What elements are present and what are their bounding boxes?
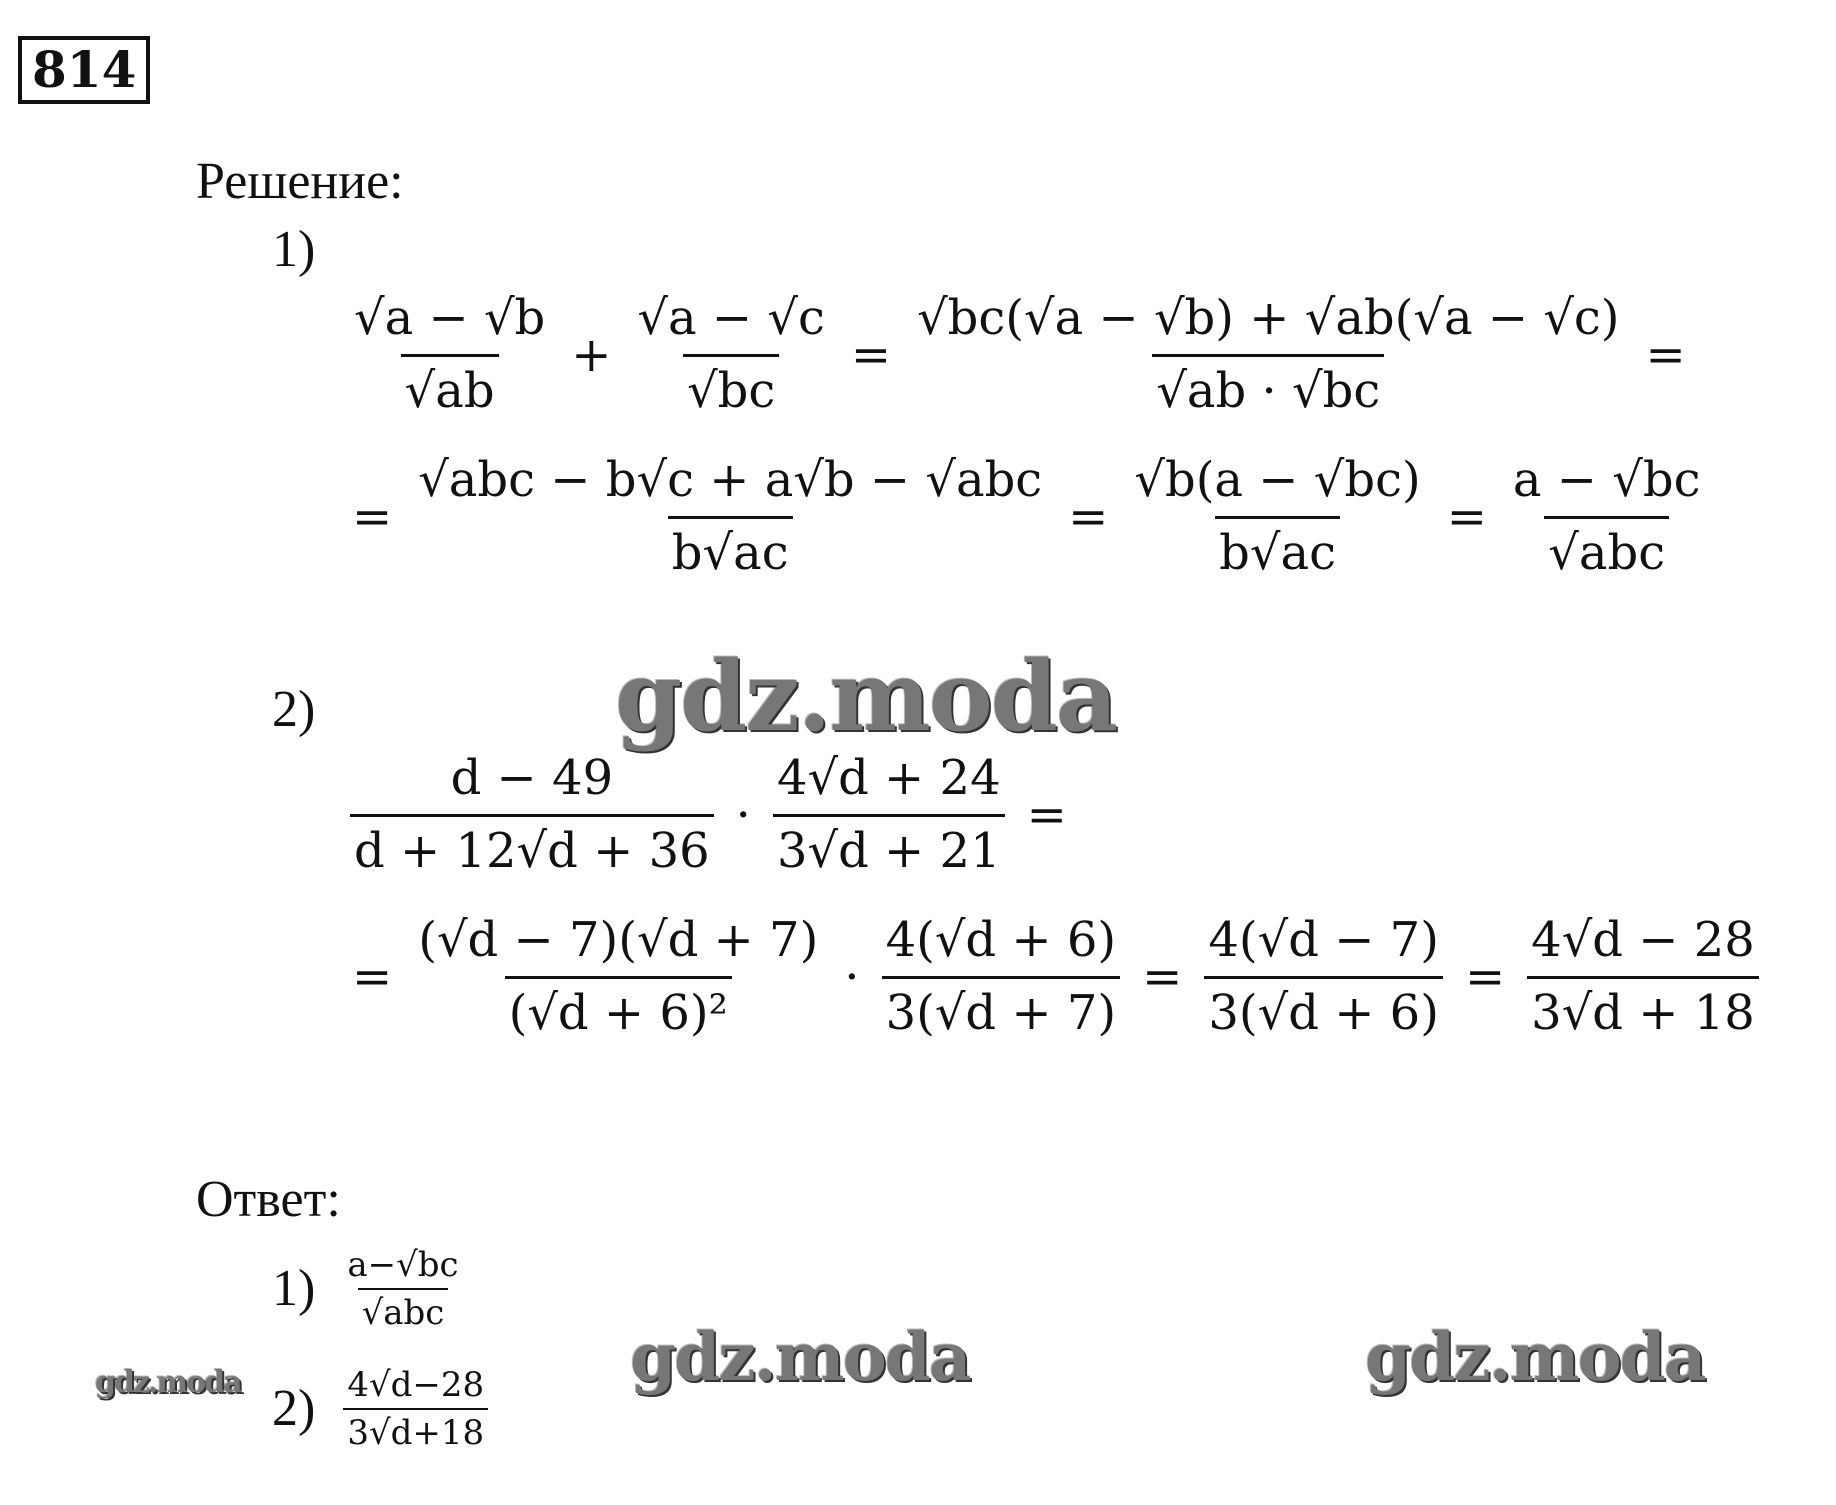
numerator: √a − √c (637, 290, 825, 346)
numerator: d − 49 (450, 750, 614, 806)
answer-label: Ответ: (196, 1171, 341, 1228)
denominator: √bc (683, 354, 779, 419)
denominator: b√ac (668, 516, 793, 581)
fraction (913, 290, 1623, 419)
numerator: a−√bc (347, 1245, 459, 1285)
fraction (350, 750, 714, 879)
answer-number: 1) (272, 1260, 316, 1317)
part2-label: 2) (272, 681, 316, 738)
answer-item (272, 1365, 498, 1453)
denominator: d + 12√d + 36 (350, 814, 714, 879)
denominator: √abc (1544, 516, 1669, 581)
denominator: 3(√d + 6) (1204, 976, 1443, 1041)
plus-sign: + (571, 326, 612, 383)
numerator: 4√d + 24 (776, 750, 1001, 806)
fraction (1527, 912, 1759, 1041)
equals-sign: = (1142, 948, 1183, 1005)
fraction (1130, 452, 1424, 581)
part1-label: 1) (272, 221, 316, 278)
equals-sign: = (1068, 488, 1109, 545)
watermark: gdz.moda (615, 640, 1117, 753)
fraction (343, 1245, 462, 1333)
watermark: gdz.moda (630, 1318, 970, 1396)
multiplication-dot: · (735, 786, 751, 843)
answer-number: 2) (272, 1380, 316, 1437)
numerator: 4(√d − 7) (1208, 912, 1439, 968)
watermark: gdz.moda (95, 1365, 241, 1400)
fraction (414, 912, 822, 1041)
equals-sign: = (352, 488, 393, 545)
numerator: √b(a − √bc) (1134, 452, 1421, 508)
denominator: 3√d+18 (343, 1408, 488, 1453)
numerator: (√d − 7)(√d + 7) (418, 912, 819, 968)
fraction (1204, 912, 1443, 1041)
denominator: √ab · √bc (1152, 354, 1384, 419)
fraction (343, 1365, 488, 1453)
equals-sign: = (850, 326, 892, 383)
numerator: a − √bc (1512, 452, 1701, 508)
problem-number: 814 (18, 36, 150, 104)
multiplication-dot: · (844, 948, 860, 1005)
numerator: √bc(√a − √b) + √ab(√a − √c) (917, 290, 1620, 346)
fraction (414, 452, 1046, 581)
solution-label: Решение: (196, 153, 404, 210)
equals-sign: = (1026, 786, 1067, 843)
part1-line2 (340, 452, 1714, 581)
equals-sign: = (1464, 948, 1506, 1005)
part1-line1 (340, 290, 1698, 419)
fraction (1509, 452, 1705, 581)
part2-line2 (340, 912, 1769, 1041)
numerator: 4√d − 28 (1531, 912, 1755, 968)
numerator: 4(√d + 6) (885, 912, 1117, 968)
equals-sign: = (352, 948, 393, 1005)
denominator: 3√d + 21 (773, 814, 1005, 879)
denominator: √ab (401, 354, 499, 419)
numerator: √abc − b√c + a√b − √abc (418, 452, 1043, 508)
numerator: 4√d−28 (347, 1365, 485, 1405)
fraction (773, 750, 1005, 879)
equals-sign: = (1645, 326, 1686, 383)
watermark: gdz.moda (1365, 1318, 1705, 1396)
denominator: b√ac (1215, 516, 1340, 581)
part2-line1 (340, 750, 1079, 879)
fraction (633, 290, 828, 419)
equals-sign: = (1446, 488, 1487, 545)
fraction (350, 290, 549, 419)
answer-item (272, 1245, 473, 1333)
denominator: √abc (358, 1288, 449, 1333)
fraction (882, 912, 1121, 1041)
denominator: 3(√d + 7) (882, 976, 1121, 1041)
denominator: 3√d + 18 (1527, 976, 1759, 1041)
denominator: (√d + 6)² (505, 976, 732, 1041)
numerator: √a − √b (354, 290, 546, 346)
